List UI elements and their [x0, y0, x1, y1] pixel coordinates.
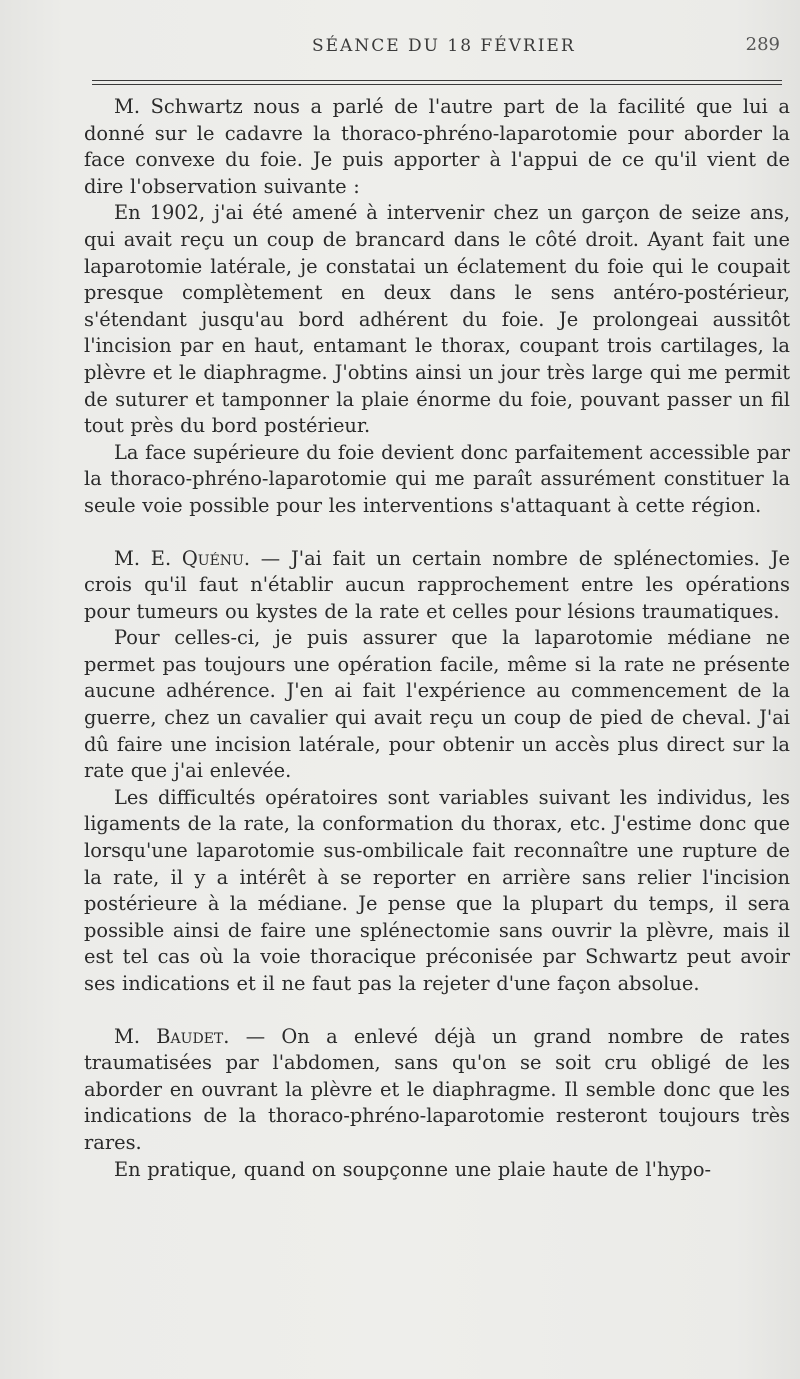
paragraph-5: Pour celles-ci, je puis assurer que la laparotomie médiane ne permet pas toujours une opération facile, même si la rate ne présente aucune adhérence. J'en ai fait l'expérience au commencement de la guerre, chez un cavalier qui avait reçu un coup de pied de cheval. J'ai dû faire une incision latérale, pour obtenir un accès plus direct sur la rate que j'ai enlevée.	[84, 626, 790, 783]
paragraph-8: En pratique, quand on soupçonne une plaie haute de l'hypo-	[114, 1157, 712, 1181]
header-rule	[92, 80, 782, 81]
speaker-name: M. E. Quénu.	[114, 546, 251, 570]
paragraph-1: M. Schwartz nous a parlé de l'autre part de la facilité que lui a donné sur le cadavre la thoraco-phréno-laparotomie pour aborder la face convexe du foie. Je puis apporter à l'appui de ce qu'il vient de dire l'observation suivante :	[84, 95, 790, 198]
running-head: SÉANCE DU 18 FÉVRIER	[312, 36, 576, 56]
header-rule-inner	[92, 84, 782, 85]
paragraph-3: La face supérieure du foie devient donc parfaitement accessible par la thoraco-phréno-laparotomie qui me paraît assurément constituer la seule voie possible pour les interventions s'attaquant à cette région.	[84, 440, 790, 517]
paragraph-2: En 1902, j'ai été amené à intervenir chez un garçon de seize ans, qui avait reçu un coup de brancard dans le côté droit. Ayant fait une laparotomie latérale, je constatai un éclatement du foie qui le coupait presque complètement en deux dans le sens antéro-postérieur, s'étendant jusqu'au bord adhérent du foie. Je prolongeai aussitôt l'incision par en haut, entamant le thorax, coupant trois cartilages, la plèvre et le diaphragme. J'obtins ainsi un jour très large qui me permit de suturer et tamponner la plaie énorme du foie, pouvant passer un fil tout près du bord postérieur.	[84, 201, 790, 438]
paragraph-6: Les difficultés opératoires sont variables suivant les individus, les ligaments de la rate, la conformation du thorax, etc. J'estime donc que lorsqu'une laparotomie sus-ombilicale fait reconnaître une rupture de la rate, il y a intérêt à se reporter en arrière sans relier l'incision postérieure à la médiane. Je pense que la plupart du temps, il sera possible ainsi de faire une splénectomie sans ouvrir la plèvre, mais il est tel cas où la voie thoracique préconisée par Schwartz peut avoir ses indications et il ne faut pas la rejeter d'une façon absolue.	[84, 785, 790, 995]
speaker-name: M. Baudet.	[114, 1024, 230, 1048]
body-text	[84, 94, 790, 1183]
page-header	[88, 36, 788, 66]
paragraph-baudet: M. Baudet. — On a enlevé déjà un grand nombre de rates traumatisées par l'abdomen, sans qu'on se soit cru obligé de les aborder en ouvrant la plèvre et le diaphragme. Il semble donc que les indications de la thoraco-phréno-laparotomie resteront toujours très rares.	[84, 1024, 790, 1154]
paragraph-quenu: M. E. Quénu. — J'ai fait un certain nombre de splénectomies. Je crois qu'il faut n'établir aucun rapprochement entre les opérations pour tumeurs ou kystes de la rate et celles pour lésions traumatiques.	[84, 546, 790, 623]
page-number: 289	[745, 34, 780, 55]
